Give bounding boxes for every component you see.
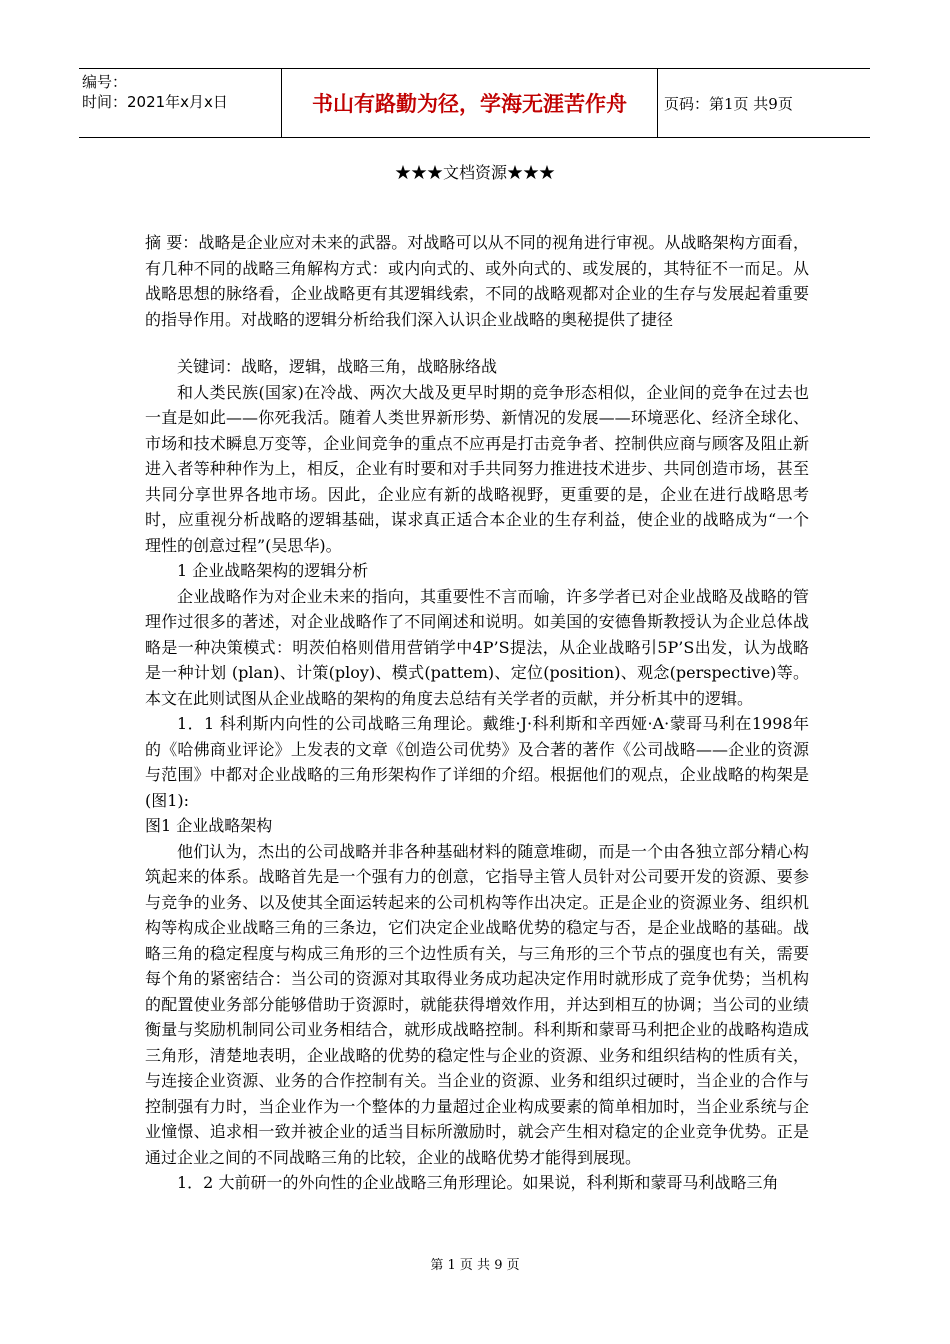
paragraph: 企业战略作为对企业未来的指向，其重要性不言而喻，许多学者已对企业战略及战略的管理作过很多的著述，对企业战略作了不同阐述和说明。如美国的安德鲁斯教授认为企业总体战略是一种决策模式：明茨伯格则借用营销学中4P’S提法，从企业战略引5P’S出发，认为战略是一种计划 (plan)、计策(ploy)、模式(pattem)、定位(position)、观念(perspective)等。本文在此则试图从企业战略的架构的角度去总结有关学者的贡献，并分析其中的逻辑。 — [145, 586, 809, 708]
paragraph: 1．1 科利斯内向性的公司战略三角理论。戴维·J·科利斯和辛西娅·A·蒙哥马利在1998年的《哈佛商业评论》上发表的文章《创造公司优势》及合著的著作《公司战略——企业的资源与范围》中都对企业战略的三角形架构作了详细的介绍。根据他们的观点，企业战略的构架是(图1): — [145, 714, 809, 810]
header-page-label: 页码：第1页 共9页 — [664, 94, 793, 113]
header-info-cell — [79, 69, 282, 137]
intro-paragraph: 和人类民族(国家)在冷战、两次大战及更早时期的竞争形态相似，企业间的竞争在过去也一直是如此——你死我活。随着人类世界新形势、新情况的发展——环境恶化、经济全球化、市场和技术瞬息万变等，企业间竞争的重点不应再是打击竞争者、控制供应商与顾客及阻止新进入者等种种作为上，相反，企业有时要和对手共同努力推进技术进步、共同创造市场，甚至共同分享世界各地市场。因此，企业应有新的战略视野，更重要的是，企业在进行战略思考时，应重视分析战略的逻辑基础，谋求真正适合本企业的生存利益，使企业的战略成为“一个理性的创意过程”(吴思华)。 — [145, 382, 809, 555]
header-motto: 书山有路勤为径，学海无涯苦作舟 — [282, 69, 658, 137]
date-label: 时间：2021年x月x日 — [82, 93, 228, 111]
paragraph: 1．2 大前研一的外向性的企业战略三角形理论。如果说，科利斯和蒙哥马利战略三角 — [177, 1173, 779, 1192]
abstract: 摘 要：战略是企业应对未来的武器。对战略可以从不同的视角进行审视。从战略架构方面看，有几种不同的战略三角解构方式：或内向式的、或外向式的、或发展的，其特征不一而足。从战略思想的脉络看，企业战略更有其逻辑线索，不同的战略观都对企业的生存与发展起着重要的指导作用。对战略的逻辑分析给我们深入认识企业战略的奥秘提供了捷径 — [145, 233, 809, 329]
number-label: 编号： — [82, 73, 128, 91]
page-footer: 第 1 页 共 9 页 — [430, 1258, 520, 1273]
page-header — [79, 68, 870, 138]
paragraph: 他们认为，杰出的公司战略并非各种基础材料的随意堆砌，而是一个由各独立部分精心构筑起来的体系。战略首先是一个强有力的创意，它指导主管人员针对公司要开发的资源、要参与竞争的业务、以及使其全面运转起来的公司机构等作出决定。正是企业的资源业务、组织机构等构成企业战略三角的三条边，它们决定企业战略优势的稳定与否，是企业战略的基础。战略三角的稳定程度与构成三角形的三个边性质有关，与三角形的三个节点的强度也有关，需要每个角的紧密结合：当公司的资源对其取得业务成功起决定作用时就形成了竞争优势；当机构的配置使业务部分能够借助于资源时，就能获得增效作用，并达到相互的协调；当公司的业绩衡量与奖励机制同公司业务相结合，就形成战略控制。科利斯和蒙哥马利把企业的战略构造成三角形，清楚地表明，企业战略的优势的稳定性与企业的资源、业务和组织结构的性质有关，与连接企业资源、业务的合作控制有关。当企业的资源、业务和组织过硬时，当企业的合作与控制强有力时，当企业作为一个整体的力量超过企业构成要素的简单相加时，当企业系统与企业憧憬、追求相一致并被企业的适当目标所激励时，就会产生相对稳定的企业竞争优势。正是通过企业之间的不同战略三角的比较，企业的战略优势才能得到展现。 — [145, 841, 809, 1167]
document-body — [145, 230, 809, 1196]
section-heading: 1 企业战略架构的逻辑分析 — [177, 561, 369, 580]
figure-caption: 图1 企业战略架构 — [145, 816, 273, 835]
resource-title: ★★★文档资源★★★ — [394, 163, 555, 182]
keywords: 关键词：战略，逻辑，战略三角，战略脉络战 — [177, 357, 498, 376]
